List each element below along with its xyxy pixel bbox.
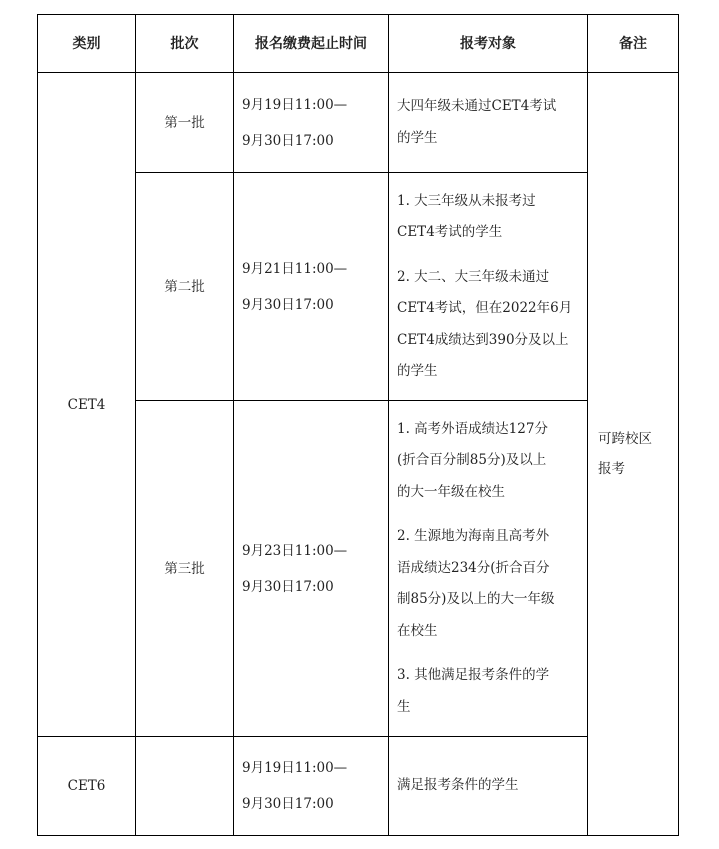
target-cell bbox=[389, 401, 588, 737]
category-cell: CET6 bbox=[38, 737, 136, 836]
target-line: 生 bbox=[397, 698, 411, 715]
target-line: 的学生 bbox=[397, 129, 438, 146]
table-row bbox=[38, 737, 679, 836]
batch-cell: 第一批 bbox=[136, 73, 234, 173]
target-line: 在校生 bbox=[397, 622, 438, 639]
batch-cell: 第二批 bbox=[136, 173, 234, 401]
registration-table bbox=[37, 14, 679, 836]
time-cell bbox=[234, 737, 389, 836]
note-line: 报考 bbox=[598, 461, 625, 477]
target-cell bbox=[389, 173, 588, 401]
time-line: 9月19日11:00— bbox=[242, 760, 348, 776]
batch-cell: 第三批 bbox=[136, 401, 234, 737]
batch-cell bbox=[136, 737, 234, 836]
target-item bbox=[397, 521, 581, 647]
target-item bbox=[397, 186, 581, 249]
table-row bbox=[38, 73, 679, 173]
target-line: (折合百分制85分)及以上 bbox=[397, 452, 547, 469]
target-line: 制85分)及以上的大一年级 bbox=[397, 591, 555, 608]
target-item bbox=[397, 262, 581, 388]
category-cell: CET4 bbox=[38, 73, 136, 737]
time-cell bbox=[234, 173, 389, 401]
time-line: 9月23日11:00— bbox=[242, 542, 348, 559]
note-line: 可跨校区 bbox=[598, 431, 652, 447]
target-line: 2. 大二、大三年级未通过 bbox=[397, 268, 550, 285]
target-item bbox=[397, 91, 581, 154]
time-line: 9月21日11:00— bbox=[242, 260, 348, 277]
header-note: 备注 bbox=[588, 15, 679, 73]
target-cell bbox=[389, 73, 588, 173]
target-item bbox=[397, 414, 581, 509]
target-line: 2. 生源地为海南且高考外 bbox=[397, 528, 550, 545]
target-line: 1. 高考外语成绩达127分 bbox=[397, 420, 548, 437]
target-cell bbox=[389, 737, 588, 836]
target-item bbox=[397, 770, 581, 802]
target-line: CET4考试的学生 bbox=[397, 224, 503, 240]
target-line: CET4成绩达到390分及以上 bbox=[397, 331, 569, 348]
time-cell bbox=[234, 401, 389, 737]
target-line: 的大一年级在校生 bbox=[397, 483, 505, 500]
time-cell bbox=[234, 73, 389, 173]
header-row bbox=[38, 15, 679, 73]
note-cell bbox=[588, 73, 679, 836]
header-batch: 批次 bbox=[136, 15, 234, 73]
target-line: 满足报考条件的学生 bbox=[397, 777, 519, 794]
target-item bbox=[397, 660, 581, 723]
target-line: CET4考试，但在2022年6月 bbox=[397, 300, 573, 316]
time-line: 9月30日17:00 bbox=[242, 296, 334, 313]
time-line: 9月19日11:00— bbox=[242, 96, 348, 113]
time-line: 9月30日17:00 bbox=[242, 132, 334, 149]
target-line: 1. 大三年级从未报考过 bbox=[397, 192, 536, 209]
header-category: 类别 bbox=[38, 15, 136, 73]
target-line: 大四年级未通过CET4考试 bbox=[397, 98, 557, 114]
target-line: 的学生 bbox=[397, 363, 438, 379]
target-line: 3. 其他满足报考条件的学 bbox=[397, 667, 550, 684]
target-line: 语成绩达234分(折合百分 bbox=[397, 559, 550, 576]
time-line: 9月30日17:00 bbox=[242, 796, 334, 812]
header-time: 报名缴费起止时间 bbox=[234, 15, 389, 73]
time-line: 9月30日17:00 bbox=[242, 578, 334, 595]
header-target: 报考对象 bbox=[389, 15, 588, 73]
